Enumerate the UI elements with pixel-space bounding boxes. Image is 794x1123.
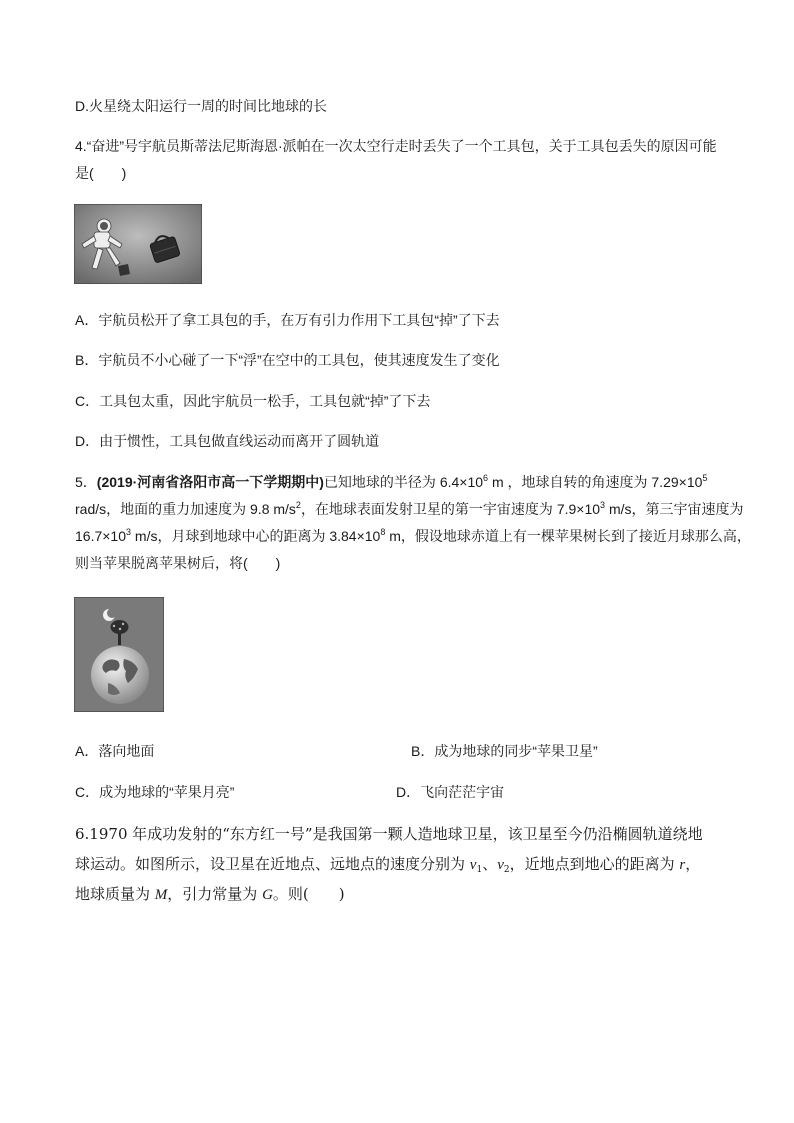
q6-stem-line1: 6.1970 年成功发射的“东方红一号”是我国第一颗人造地球卫星，该卫星至今仍沿椭圆轨道绕地 xyxy=(75,825,703,843)
q5-source: (2019·河南省洛阳市高一下学期期中) xyxy=(96,474,324,490)
q5-line1-exp: 6 xyxy=(483,473,489,483)
q6-stem-line2 xyxy=(75,853,700,874)
q5-stem-line4: 则当苹果脱离苹果树后，将( ) xyxy=(75,555,281,571)
astronaut-toolbag-figure xyxy=(74,204,202,284)
q5-line3-text: 16.7×10 xyxy=(75,528,126,544)
q6-line2-text-b: ，近地点到地心的距离为 xyxy=(509,855,680,873)
q6-sub-2: 2 xyxy=(503,865,510,875)
q4-option-c: C．工具包太重，因此宇航员一松手，工具包就“掉”了下去 xyxy=(75,393,431,409)
q5-line2-text-c: m/s，第三宇宙速度为 xyxy=(605,501,744,517)
q6-var-g: G xyxy=(262,887,273,903)
q4-stem-line1: 4.“奋进”号宇航员斯蒂法尼斯海恩·派帕在一次太空行走时丢失了一个工具包，关于工具包丢失的原因可能 xyxy=(75,138,717,154)
q6-var-r: r xyxy=(679,857,686,873)
q4-option-b: B．宇航员不小心碰了一下“浮”在空中的工具包，使其速度发生了变化 xyxy=(75,352,500,368)
earth-apple-tree-figure xyxy=(74,597,164,712)
q6-line2-text: 球运动。如图所示，设卫星在近地点、远地点的速度分别为 xyxy=(75,855,470,873)
q5-option-d: D．飞向茫茫宇宙 xyxy=(396,784,505,800)
q6-sub-1: 1 xyxy=(476,865,483,875)
q6-line3-text: 地球质量为 xyxy=(75,885,155,903)
q6-stem-line3 xyxy=(75,883,345,904)
q6-sep: 、 xyxy=(482,855,498,873)
q5-option-a: A．落向地面 xyxy=(75,743,155,759)
q4-stem-line2: 是( ) xyxy=(75,165,127,181)
q6-var-m: M xyxy=(154,887,168,903)
q5-line2-text-b: ，在地球表面发射卫星的第一宇宙速度为 7.9×10 xyxy=(300,501,601,517)
q5-line3-exp: 3 xyxy=(126,527,132,537)
q5-option-c: C．成为地球的“苹果月亮” xyxy=(75,784,235,800)
q5-line2-exp2: 3 xyxy=(600,500,606,510)
q6-line3-text-b: ，引力常量为 xyxy=(167,885,263,903)
q5-line3-text-c: m，假设地球赤道上有一棵苹果树长到了接近月球那么高， xyxy=(385,528,751,544)
q3-option-d: D.火星绕太阳运行一周的时间比地球的长 xyxy=(75,98,327,114)
q6-line3-text-c: 。则( ) xyxy=(272,885,345,903)
q5-option-b: B．成为地球的同步“苹果卫星” xyxy=(411,743,598,759)
q5-line2-exp: 2 xyxy=(295,500,301,510)
q5-number: 5． xyxy=(75,474,97,490)
q5-line3-text-b: m/s，月球到地球中心的距离为 3.84×10 xyxy=(131,528,381,544)
q5-stem-line2 xyxy=(75,499,744,519)
q5-line1-exp2: 5 xyxy=(702,473,708,483)
q5-stem-line1 xyxy=(75,472,707,492)
q5-line1-text-b: m ，地球自转的角速度为 7.29×10 xyxy=(488,474,703,490)
q5-line2-text: rad/s，地面的重力加速度为 9.8 m/s xyxy=(75,501,296,517)
q5-stem-line3 xyxy=(75,526,751,546)
q5-line1-text: 已知地球的半径为 6.4×10 xyxy=(323,474,484,490)
q5-line3-exp2: 8 xyxy=(380,527,386,537)
q6-line2-text-c: ， xyxy=(685,855,701,873)
q6-var-v1: v xyxy=(469,857,477,873)
q4-option-d: D．由于惯性，工具包做直线运动而离开了圆轨道 xyxy=(75,433,380,449)
q4-option-a: A．宇航员松开了拿工具包的手，在万有引力作用下工具包“掉”了下去 xyxy=(75,312,500,328)
q6-var-v2: v xyxy=(497,857,504,873)
